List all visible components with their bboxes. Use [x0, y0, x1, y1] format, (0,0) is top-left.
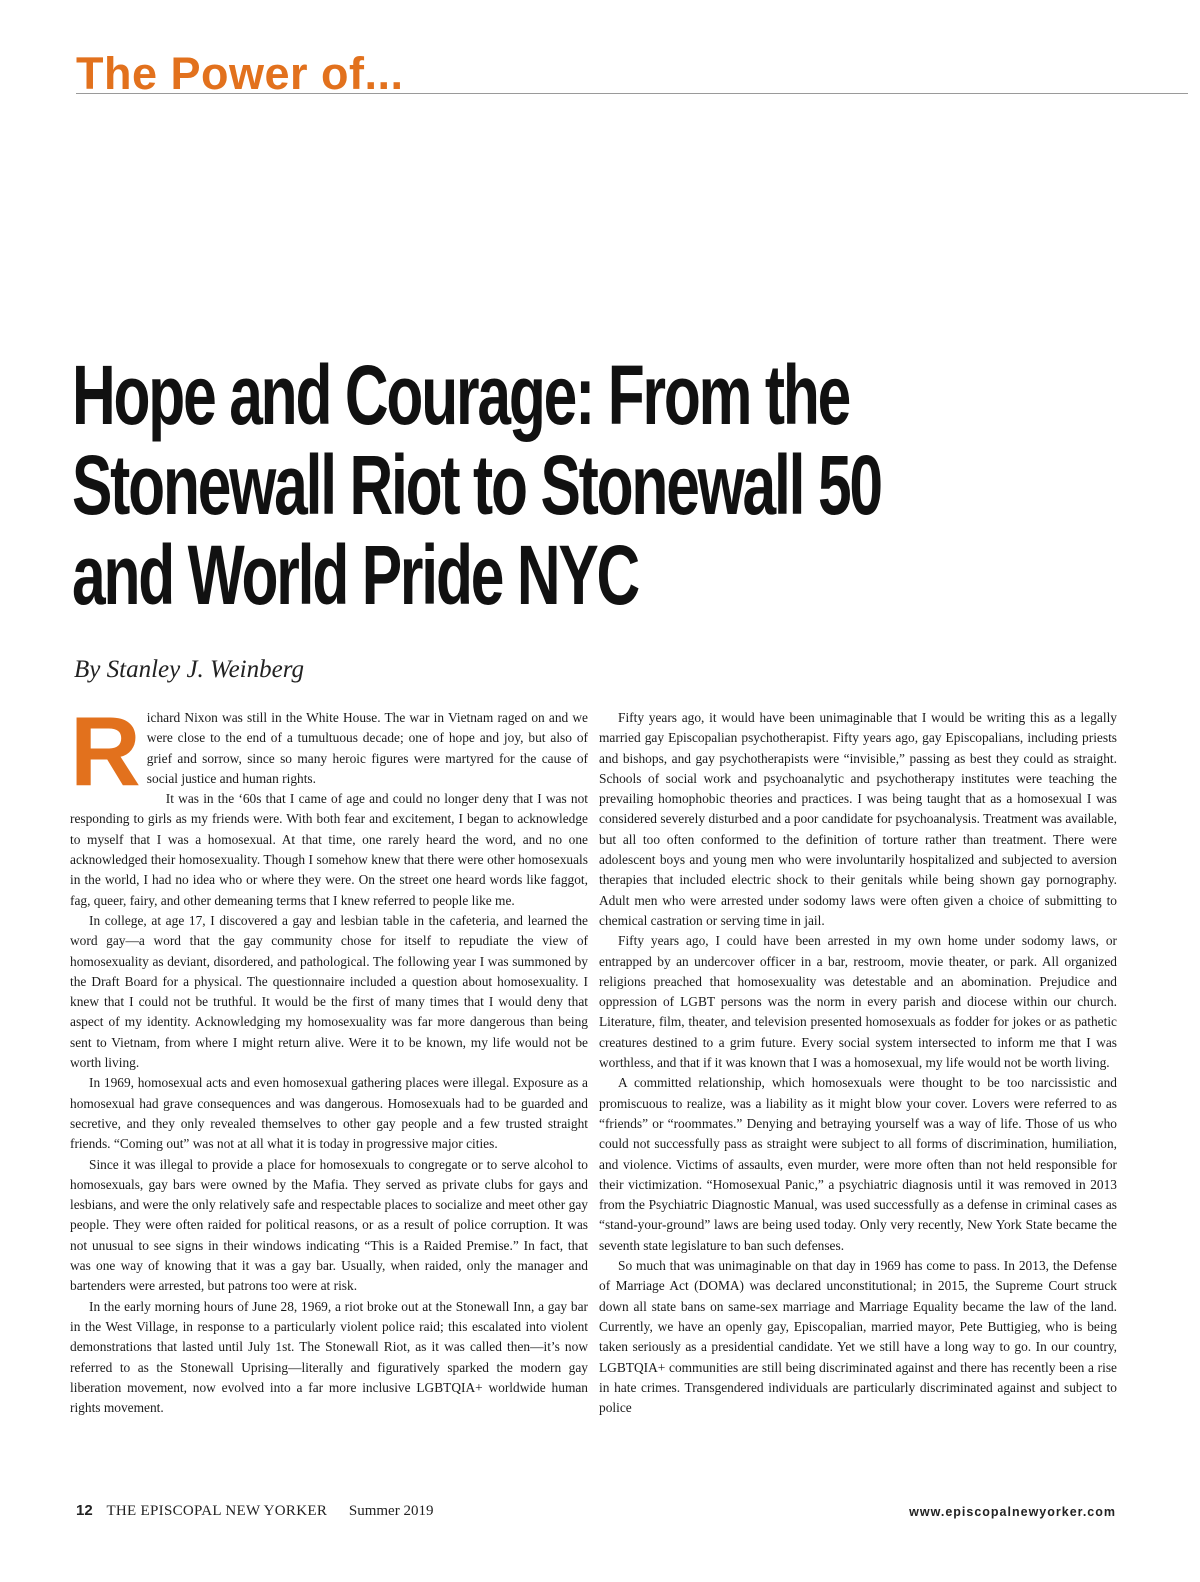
section-title: The Power of... — [76, 48, 404, 99]
paragraph: In the early morning hours of June 28, 1969, a riot broke out at the Stonewall Inn, a gay bar in the West Village, in response to a particularly violent police raid; this escalated into violent demonstrations that lasted until July 1st. The Stonewall Riot, as it was called then—it’s now referred to as the Stonewall Uprising—literally and figuratively sparked the modern gay liberation movement, now evolved into a far more inclusive LGBTQIA+ worldwide human rights movement. — [70, 1298, 588, 1416]
article-headline — [72, 348, 881, 622]
website-url: www.episcopalnewyorker.com — [909, 1505, 1116, 1519]
paragraph: Fifty years ago, I could have been arrested in my own home under sodomy laws, or entrapped by an undercover officer in a bar, restroom, movie theater, or park. All organized religions preached that homosexuality was detestable and an abomination. Prejudice and oppression of LGBT persons was the norm in every parish and diocese within our church. Literature, film, theater, and television presented homosexuals as fodder for jokes or as pathetic creatures destined to a grim future. Every social system intersected to inform me that I was worthless, and that if it was known that I was a homosexual, my life would not be worth living. — [599, 933, 1117, 1071]
publication-name: THE EPISCOPAL NEW YORKER — [106, 1503, 328, 1519]
paragraph: Since it was illegal to provide a place for homosexuals to congregate or to serve alcohol to homosexuals, gay bars were owned by the Mafia. They served as private clubs for gays and lesbians, and were the only relatively safe and respectable places to socialize and meet other gay people. They were often raided for political reasons, or as a result of police corruption. It was not unusual to see signs in their windows indicating “This is a Raided Premise.” In fact, that was one way of knowing that it was a gay bar. Usually, when raided, only the manager and bartenders were arrested, but patrons too were at risk. — [70, 1156, 588, 1294]
paragraph-text: ichard Nixon was still in the White House. The war in Vietnam raged on and we were close to the end of a tumultuous decade; one of hope and joy, but also of grief and sorrow, since so many heroic figures were martyred for the cause of social justice and human rights. — [146, 710, 588, 786]
drop-cap: R — [70, 696, 141, 806]
page-number: 12 — [76, 1502, 93, 1519]
headline-line-1: Hope and Courage: From the — [72, 348, 850, 442]
headline-line-3: and World Pride NYC — [72, 528, 639, 622]
headline-line-2: Stonewall Riot to Stonewall 50 — [72, 438, 881, 532]
issue-date: Summer 2019 — [348, 1503, 434, 1519]
paragraph: A committed relationship, which homosexuals were thought to be too narcissistic and promiscuous to realize, was a liability as it might blow your cover. Lovers were referred to as “friends” or “roommates.” Denying and betraying yourself was a way of life. Those of us who could not successfully pass as straight were subject to all forms of discrimination, humiliation, and violence. Victims of assaults, even murder, were more often than not held responsible for their victimization. “Homosexual Panic,” a psychiatric diagnosis until it was removed in 2013 from the Psychiatric Diagnostic Manual, was used successfully as a defense in criminal cases as “stand-your-ground” laws are being used today. Only very recently, New York State became the seventh state legislature to ban such defenses. — [599, 1075, 1117, 1253]
article-column-left — [70, 696, 588, 1418]
paragraph — [70, 696, 588, 806]
article-column-right — [599, 708, 1117, 1418]
page-footer-left — [76, 1501, 433, 1521]
paragraph: Fifty years ago, it would have been unimaginable that I would be writing this as a legally married gay Episcopalian psychotherapist. Fifty years ago, gay Episcopalians, including priests and bishops, and gay psychotherapists were “invisible,” passing as best they could as straight. Schools of social work and psychoanalytic and psychotherapy institutes were teaching the prevailing homophobic theories and practices. I was being taught that as a homosexual I was considered severely disturbed and a poor candidate for psychoanalysis. Treatment was available, but all too often conformed to the definition of torture rather than treatment. There were adolescent boys and young men who were involuntarily hospitalized and subjected to aversion therapies that included electric shock to their genitals while being shown gay pornography. Adult men who were arrested under sodomy laws were often given a choice of submitting to chemical castration or serving time in jail. — [599, 710, 1117, 928]
paragraph: It was in the ‘60s that I came of age and could no longer deny that I was not responding to girls as my friends were. With both fear and excitement, I began to acknowledge to myself that I was a homosexual. At that time, one rarely heard the word, and no one acknowledged their homosexuality. Though I somehow knew that there were other homosexuals in the world, I had no idea who or where they were. On the street one heard words like faggot, fag, queer, fairy, and other demeaning terms that I knew referred to people like me. — [70, 791, 588, 908]
byline: By Stanley J. Weinberg — [74, 656, 305, 683]
paragraph: In college, at age 17, I discovered a gay and lesbian table in the cafeteria, and learned the word gay—a word that the gay community chose for itself to repudiate the view of homosexuality as deviant, disordered, and pathological. The following year I was summoned by the Draft Board for a physical. The questionnaire included a question about homosexuality. I knew that I could not be truthful. It would be the first of many times that I would deny that aspect of my identity. Acknowledging my homosexuality was far more dangerous than being sent to Vietnam, from where I might return alive. Were it to be known, my life would not be worth living. — [70, 912, 588, 1071]
paragraph: In 1969, homosexual acts and even homosexual gathering places were illegal. Exposure as a homosexual had grave consequences and was dangerous. Homosexuals had to be guarded and secretive, and they only revealed themselves to other gay people and a few trusted straight friends. “Coming out” was not at all what it is today in progressive major cities. — [70, 1075, 588, 1152]
paragraph: So much that was unimaginable on that day in 1969 has come to pass. In 2013, the Defense of Marriage Act (DOMA) was declared unconstitutional; in 2015, the Supreme Court struck down all state bans on same-sex marriage and Marriage Equality became the law of the land. Currently, we have an openly gay, Episcopalian, married mayor, Pete Buttigieg, who is being taken seriously as a presidential candidate. Yet we still have a long way to go. In our country, LGBTQIA+ communities are still being discriminated against and there has recently been a rise in hate crimes. Transgendered individuals are particularly discriminated against and subject to police — [599, 1258, 1117, 1416]
